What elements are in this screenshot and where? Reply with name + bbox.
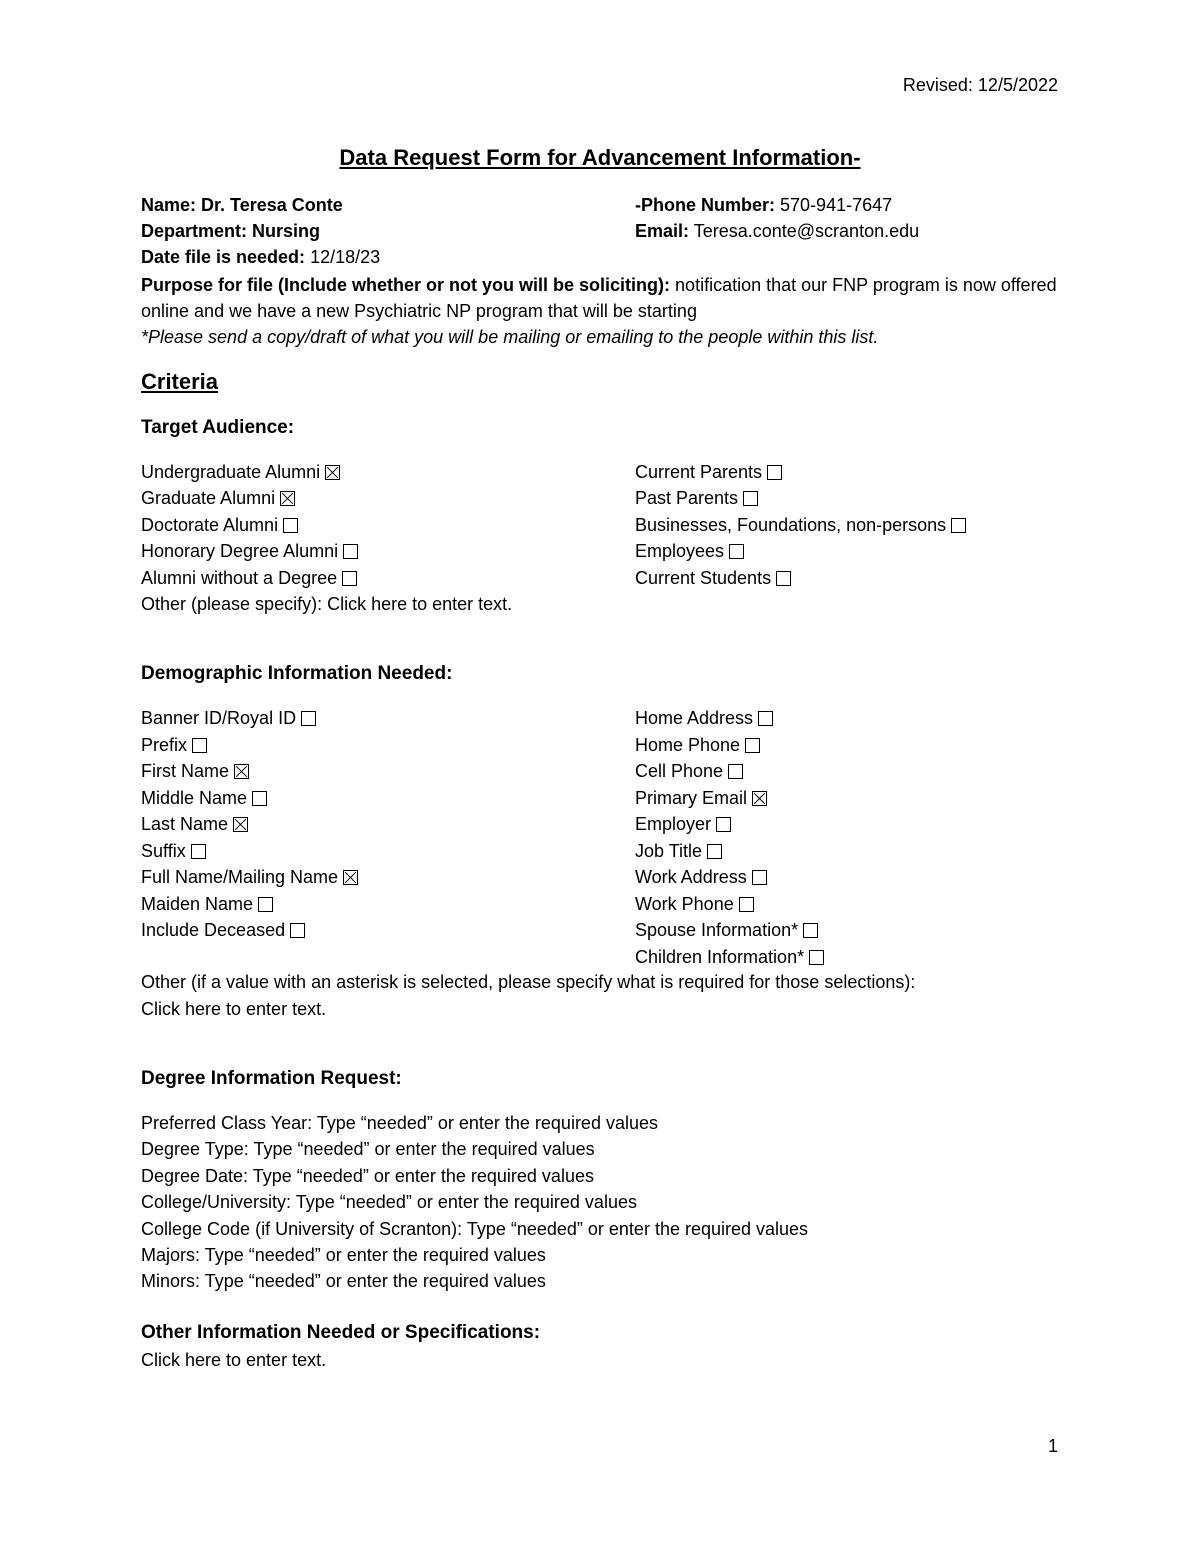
checkbox[interactable] [283,518,298,533]
department-field: Department: Nursing [141,221,321,241]
criteria-heading: Criteria [141,369,219,394]
audience-option-item [141,565,357,591]
demographic-option-item [141,811,248,837]
degree-row-label: Preferred Class Year: [141,1113,313,1133]
demographic-other-input[interactable]: Click here to enter text. [141,999,327,1019]
target-audience-other [141,591,512,617]
checked-checkbox[interactable] [325,465,340,480]
demographic-option-item [635,732,760,758]
demographic-option-label: Work Address [635,867,747,887]
degree-row-input[interactable]: Type “needed” or enter the required values [252,1165,594,1186]
page-title: Data Request Form for Advancement Information- [339,145,861,170]
email-field [635,218,919,244]
demographic-option-item [635,864,767,890]
degree-row [141,1136,595,1162]
checkbox[interactable] [707,844,722,859]
checkbox[interactable] [716,817,731,832]
demographic-option-item [141,838,206,864]
copy-note: *Please send a copy/draft of what you will be mailing or emailing to the people within this list. [141,327,879,347]
phone-field [635,192,892,218]
demographic-heading: Demographic Information Needed: [141,663,453,684]
demographic-option-item [141,864,358,890]
audience-option-label: Employees [635,541,725,562]
other-info-input[interactable]: Click here to enter text. [141,1350,327,1370]
demographic-option-item [141,785,267,811]
purpose-label: Purpose for file (Include whether or not you will be soliciting): [141,275,671,295]
demographic-option-item [635,785,767,811]
audience-option-label: Alumni without a Degree [141,567,338,588]
degree-row-input[interactable]: Type “needed” or enter the required values [253,1139,595,1160]
demographic-option-label: Full Name/Mailing Name [141,867,339,887]
demographic-option-label: Banner ID/Royal ID [141,708,297,728]
audience-option-label: Past Parents [635,488,739,509]
checkbox[interactable] [809,950,824,965]
audience-option-item [635,485,758,511]
degree-row [141,1268,546,1294]
checkbox[interactable] [343,544,358,559]
email-label: Email: [635,221,690,241]
audience-option-item [635,512,966,538]
checkbox[interactable] [758,711,773,726]
demographic-option-item [635,944,824,970]
checkbox[interactable] [192,738,207,753]
checkbox[interactable] [191,844,206,859]
audience-option-label: Current Students [635,567,772,588]
audience-option-item [635,565,791,591]
phone-label: -Phone Number: [635,195,776,215]
demographic-option-item [635,705,773,731]
degree-row-input[interactable]: Type “needed” or enter the required values [295,1192,637,1213]
demographic-option-label: Include Deceased [141,920,286,940]
checkbox[interactable] [752,870,767,885]
checkbox[interactable] [745,738,760,753]
demographic-option-label: Job Title [635,840,703,861]
target-audience-heading: Target Audience: [141,417,295,438]
demographic-option-item [141,732,207,758]
audience-option-item [141,485,295,511]
demographic-option-item [635,758,743,784]
audience-option-item [141,512,298,538]
checked-checkbox[interactable] [752,791,767,806]
demographic-option-label: Work Phone [635,893,734,914]
audience-option-label: Honorary Degree Alumni [141,541,339,562]
degree-row-input[interactable]: Type “needed” or enter the required values [466,1218,809,1239]
checkbox[interactable] [739,897,754,912]
demographic-option-label: Spouse Information* [635,920,799,940]
date-needed-value[interactable]: 12/18/23 [310,247,381,267]
demographic-option-item [635,838,722,864]
checkbox[interactable] [252,791,267,806]
demographic-option-item [635,891,754,917]
demographic-option-label: Children Information* [635,946,805,967]
date-needed-label: Date file is needed: [141,247,306,267]
checkbox[interactable] [767,465,782,480]
demographic-option-label: Suffix [141,840,186,861]
purpose-value[interactable]: notification that our FNP program is now offered online and we have a new Psychiatric NP program that will be starting [141,275,1057,321]
degree-row-input[interactable]: Type “needed” or enter the required values [316,1113,658,1133]
degree-heading: Degree Information Request: [141,1068,402,1089]
demographic-option-label: Middle Name [141,787,248,808]
demographic-option-item [635,917,818,943]
checked-checkbox[interactable] [343,870,358,885]
demographic-option-label: Prefix [141,734,188,755]
phone-value[interactable]: 570-941-7647 [780,195,893,215]
other-info-heading: Other Information Needed or Specifications: [141,1322,541,1343]
demographic-option-label: Home Phone [635,734,741,755]
audience-option-item [141,538,358,564]
degree-row [141,1189,637,1215]
checked-checkbox[interactable] [234,764,249,779]
degree-row-input[interactable]: Type “needed” or enter the required values [204,1271,546,1292]
demographic-option-item [141,891,273,917]
checkbox[interactable] [776,571,791,586]
demographic-option-label: Last Name [141,814,229,834]
checkbox[interactable] [728,764,743,779]
degree-row-label: Degree Type: [141,1139,249,1160]
audience-option-label: Businesses, Foundations, non-persons [635,514,947,535]
degree-row-label: Majors: [141,1245,201,1265]
checkbox[interactable] [743,491,758,506]
audience-option-label: Undergraduate Alumni [141,462,321,482]
demographic-other-label: Other (if a value with an asterisk is selected, please specify what is required for those selections): [141,972,916,992]
degree-row [141,1216,808,1242]
degree-row-input[interactable]: Type “needed” or enter the required values [204,1245,546,1265]
revised-date: Revised: 12/5/2022 [902,75,1058,95]
checkbox[interactable] [342,571,357,586]
degree-row-label: Degree Date: [141,1165,249,1186]
audience-option-item [635,459,782,485]
degree-row-label: College/University: [141,1192,292,1213]
page-number: 1 [1047,1436,1058,1456]
checked-checkbox[interactable] [233,817,248,832]
demographic-option-item [141,917,305,943]
checkbox[interactable] [290,923,305,938]
demographic-option-item [635,811,731,837]
date-needed-field [141,244,380,270]
checkbox[interactable] [803,923,818,938]
email-value[interactable]: Teresa.conte@scranton.edu [693,221,920,241]
degree-row [141,1110,658,1136]
audience-option-label: Doctorate Alumni [141,514,279,535]
demographic-option-label: Employer [635,814,712,834]
demographic-option-label: Cell Phone [635,761,724,781]
audience-option-item [635,538,744,564]
demographic-option-label: First Name [141,761,230,781]
audience-option-label: Current Parents [635,462,763,482]
degree-row [141,1163,594,1189]
purpose-field [141,272,1061,324]
demographic-option-label: Primary Email [635,787,748,808]
degree-row-label: Minors: [141,1271,201,1292]
demographic-option-label: Maiden Name [141,893,254,914]
checkbox[interactable] [301,711,316,726]
target-audience-other-label: Other (please specify): [141,594,323,614]
checkbox[interactable] [951,518,966,533]
checkbox[interactable] [729,544,744,559]
degree-row-label: College Code (if University of Scranton): [141,1218,463,1239]
name-field: Name: Dr. Teresa Conte [141,195,343,215]
audience-option-item [141,459,340,485]
demographic-option-label: Home Address [635,708,754,728]
demographic-option-item [141,705,316,731]
target-audience-other-input[interactable]: Click here to enter text. [327,594,513,614]
audience-option-label: Graduate Alumni [141,488,276,509]
checkbox[interactable] [258,897,273,912]
degree-row [141,1242,546,1268]
checked-checkbox[interactable] [280,491,295,506]
demographic-option-item [141,758,249,784]
